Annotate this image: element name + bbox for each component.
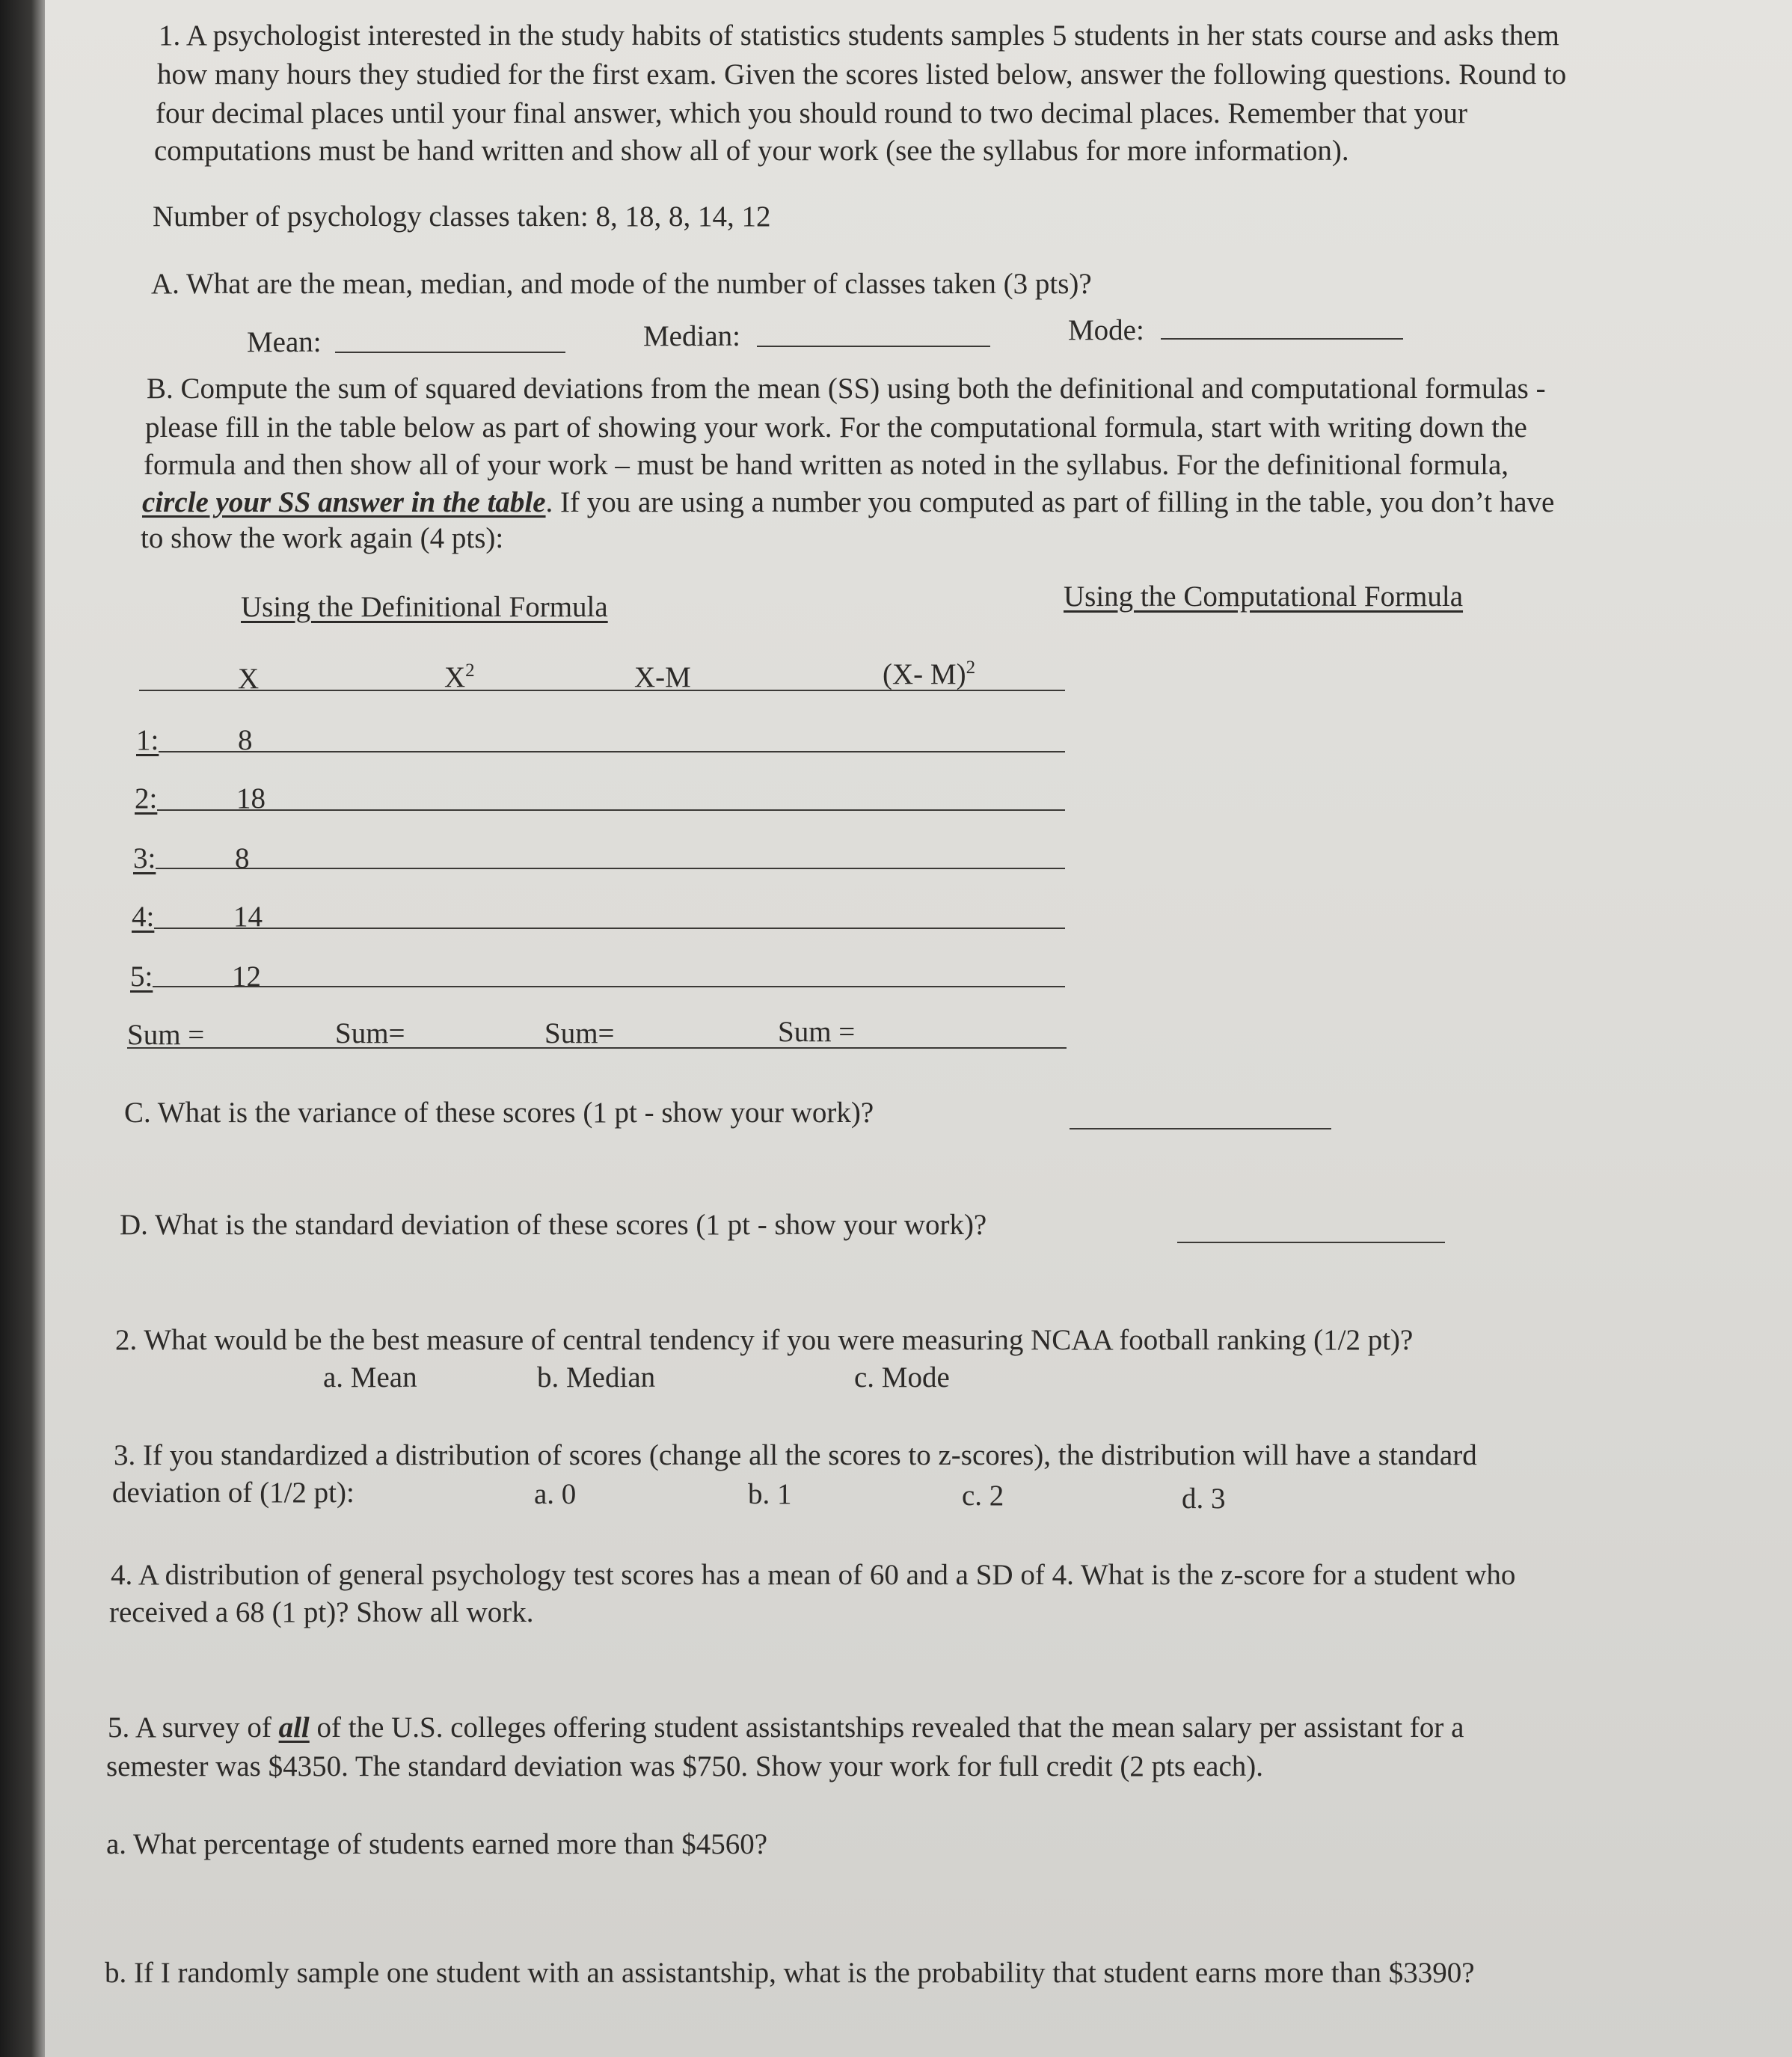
row-3-label: 3: bbox=[133, 842, 156, 874]
row-1-x-value: 8 bbox=[238, 724, 253, 756]
row-1-label: 1: bbox=[136, 724, 159, 756]
q5-part-a-question: a. What percentage of students earned more than $4560? bbox=[106, 1828, 768, 1860]
q1-part-b-line-1: B. Compute the sum of squared deviations from the mean (SS) using both the definitional and computational formulas - bbox=[147, 373, 1546, 405]
sum-x-minus-m-label: Sum= bbox=[544, 1017, 615, 1049]
variance-answer-blank[interactable] bbox=[1070, 1128, 1331, 1129]
q1-part-b-line-3: formula and then show all of your work – must be hand written as noted in the syllabus. For the definitional formula, bbox=[144, 449, 1509, 481]
q5-question-line-1: 5. A survey of all of the U.S. colleges offering student assistantships revealed that the mean salary per assistant for a bbox=[108, 1711, 1464, 1744]
circle-ss-instruction: circle your SS answer in the table bbox=[142, 486, 546, 518]
q5-all-emphasis: all bbox=[278, 1711, 310, 1744]
q4-question-line-1: 4. A distribution of general psychology test scores has a mean of 60 and a SD of 4. What is the z-score for a student who bbox=[111, 1559, 1516, 1591]
sum-squared-deviation-label: Sum = bbox=[778, 1016, 856, 1048]
q1-intro-line-1: 1. A psychologist interested in the study habits of statistics students samples 5 students in her stats course and asks them bbox=[159, 19, 1559, 52]
q4-question-line-2: received a 68 (1 pt)? Show all work. bbox=[109, 1596, 534, 1628]
column-header-x-minus-m: X-M bbox=[634, 661, 691, 693]
sum-x-squared-label: Sum= bbox=[335, 1017, 405, 1049]
table-row-rule[interactable] bbox=[159, 751, 1065, 752]
q1-part-b-line-4-rest: . If you are using a number you computed as part of filling in the table, you don’t have bbox=[545, 486, 1555, 518]
median-label: Median: bbox=[643, 320, 740, 352]
q3-question-line-1: 3. If you standardized a distribution of scores (change all the scores to z-scores), the distribution will have a standard bbox=[114, 1439, 1477, 1471]
q1-data-line: Number of psychology classes taken: 8, 18, 8, 14, 12 bbox=[153, 200, 771, 233]
q1-part-c-question: C. What is the variance of these scores (1 pt - show your work)? bbox=[124, 1097, 874, 1129]
q5-question-line-2: semester was $4350. The standard deviation was $750. Show your work for full credit (2 pts each). bbox=[106, 1750, 1263, 1782]
column-header-x: X bbox=[238, 663, 260, 695]
standard-deviation-answer-blank[interactable] bbox=[1177, 1242, 1445, 1243]
q1-part-b-line-4 bbox=[142, 483, 1554, 521]
mean-answer-blank[interactable] bbox=[335, 352, 565, 353]
q3-option-a[interactable]: a. 0 bbox=[534, 1478, 577, 1510]
q2-option-c[interactable]: c. Mode bbox=[854, 1361, 950, 1394]
definitional-formula-heading: Using the Definitional Formula bbox=[241, 591, 608, 623]
q3-option-c[interactable]: c. 2 bbox=[962, 1480, 1004, 1512]
row-2-label: 2: bbox=[135, 782, 158, 815]
q1-intro-line-4: computations must be hand written and show all of your work (see the syllabus for more information). bbox=[154, 135, 1349, 167]
q1-intro-line-2: how many hours they studied for the first exam. Given the scores listed below, answer the following questions. Round to bbox=[157, 58, 1567, 91]
q3-option-b[interactable]: b. 1 bbox=[748, 1478, 792, 1510]
mean-label: Mean: bbox=[247, 326, 322, 358]
mode-answer-blank[interactable] bbox=[1161, 338, 1403, 340]
q1-part-b-line-5: to show the work again (4 pts): bbox=[141, 522, 504, 554]
row-4-x-value: 14 bbox=[233, 901, 263, 933]
q1-part-d-question: D. What is the standard deviation of these scores (1 pt - show your work)? bbox=[120, 1209, 987, 1241]
q3-option-d[interactable]: d. 3 bbox=[1182, 1483, 1226, 1515]
q2-question: 2. What would be the best measure of central tendency if you were measuring NCAA football ranking (1/2 pt)? bbox=[115, 1324, 1414, 1356]
table-sum-rule[interactable] bbox=[127, 1047, 1067, 1049]
q5-part-b-question: b. If I randomly sample one student with an assistantship, what is the probability that student earns more than $3390? bbox=[105, 1957, 1475, 1989]
table-header-rule bbox=[139, 690, 1065, 691]
computational-formula-heading: Using the Computational Formula bbox=[1064, 580, 1464, 613]
q2-option-b[interactable]: b. Median bbox=[537, 1361, 656, 1394]
table-row-rule[interactable] bbox=[157, 809, 1065, 811]
q2-option-a[interactable]: a. Mean bbox=[323, 1361, 417, 1394]
q1-part-b-line-2: please fill in the table below as part of showing your work. For the computational formula, start with writing down the bbox=[145, 411, 1527, 444]
column-header-squared-deviation: (X- M)$^2$ bbox=[883, 657, 976, 690]
table-row-rule[interactable] bbox=[154, 928, 1065, 929]
q1-intro-line-3: four decimal places until your final answer, which you should round to two decimal places. Remember that your bbox=[156, 97, 1468, 129]
sum-x-label: Sum = bbox=[127, 1019, 205, 1051]
row-3-x-value: 8 bbox=[235, 842, 250, 874]
q1-part-a-question: A. What are the mean, median, and mode of the number of classes taken (3 pts)? bbox=[151, 268, 1092, 300]
row-5-label: 5: bbox=[130, 960, 153, 993]
table-row-rule[interactable] bbox=[156, 868, 1065, 869]
table-row-rule[interactable] bbox=[153, 986, 1065, 987]
column-header-x-squared: $X^2$ bbox=[444, 660, 475, 693]
photo-edge-shadow bbox=[0, 0, 45, 2057]
median-answer-blank[interactable] bbox=[757, 346, 990, 347]
mode-label: Mode: bbox=[1068, 314, 1144, 346]
q3-question-line-2: deviation of (1/2 pt): bbox=[112, 1477, 355, 1509]
row-2-x-value: 18 bbox=[236, 782, 266, 815]
row-4-label: 4: bbox=[132, 901, 155, 933]
row-5-x-value: 12 bbox=[232, 960, 261, 993]
